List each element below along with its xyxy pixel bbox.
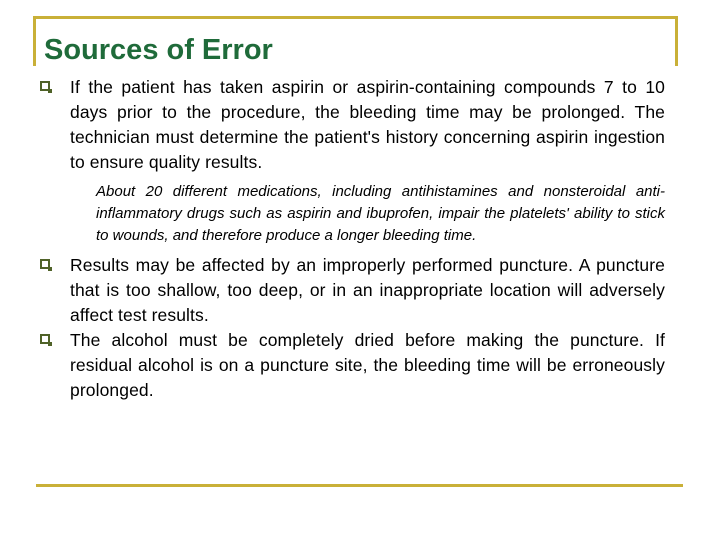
slide-content [40, 75, 665, 403]
bullet-text: Results may be affected by an improperly performed puncture. A puncture that is too shallow, too deep, or in an inappropriate location will adversely affect test results. [70, 255, 665, 325]
bullet-text: The alcohol must be completely dried before making the puncture. If residual alcohol is on a puncture site, the bleeding time will be erroneously prolonged. [70, 330, 665, 400]
bottom-divider [36, 484, 683, 487]
bullet-text: If the patient has taken aspirin or aspirin-containing compounds 7 to 10 days prior to the procedure, the bleeding time may be prolonged. The technician must determine the patient's history concerning aspirin ingestion to ensure quality results. [70, 77, 665, 172]
hollow-square-bullet-icon [40, 259, 50, 269]
hollow-square-bullet-icon [40, 81, 50, 91]
bullet-aspirin [40, 75, 665, 175]
medication-note: About 20 different medications, including antihistamines and nonsteroidal anti-inflammatory drugs such as aspirin and ibuprofen, impair the platelets' ability to stick to wounds, and therefore produce a longer bleeding time. [96, 183, 665, 244]
hollow-square-bullet-icon [40, 334, 50, 344]
slide-title: Sources of Error [44, 34, 273, 66]
bullet-puncture [40, 253, 665, 328]
bullet-alcohol [40, 328, 665, 403]
